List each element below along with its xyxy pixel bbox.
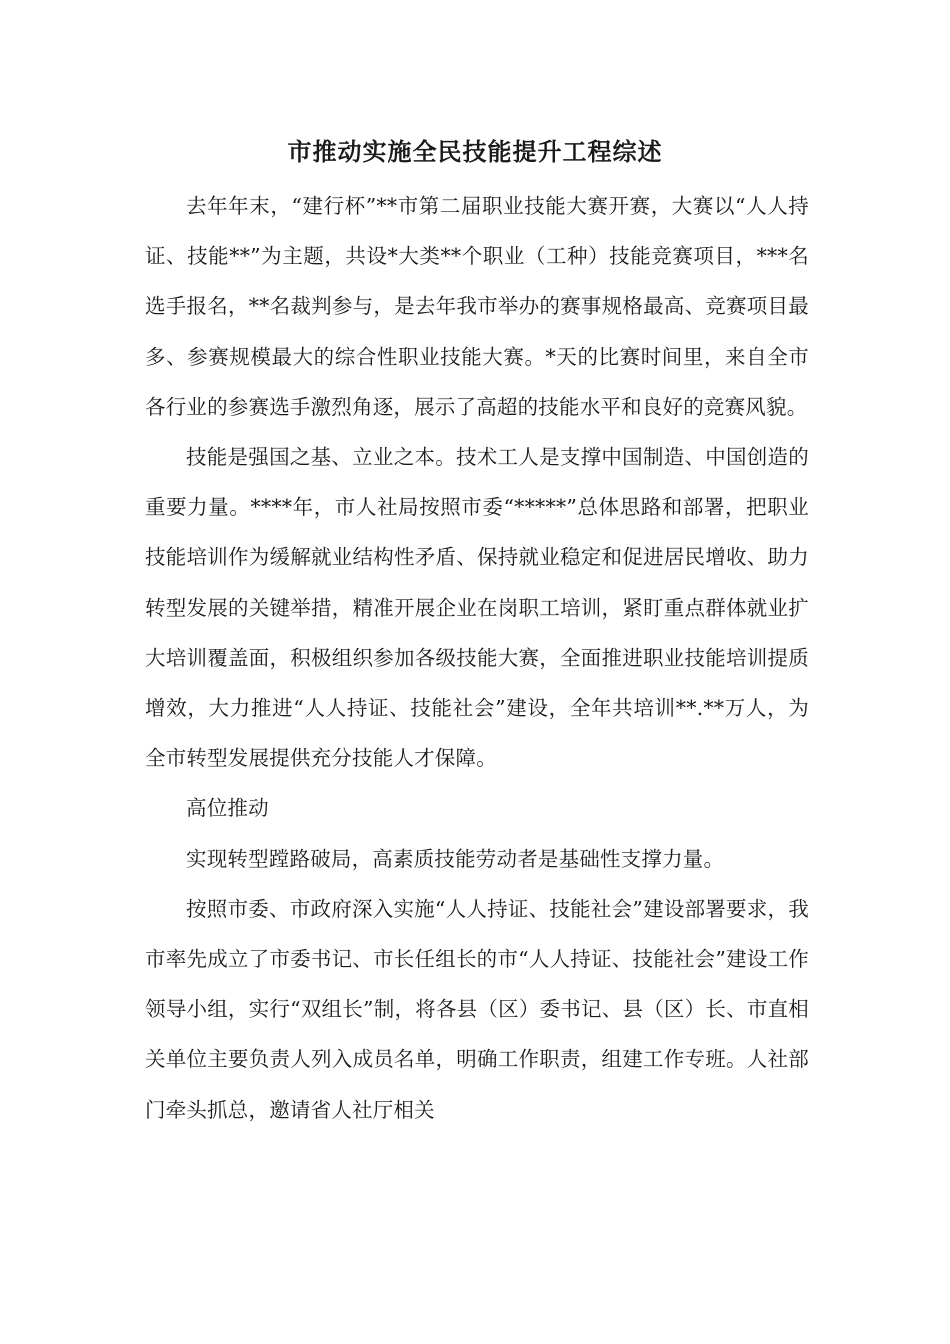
section-heading: 高位推动 [186, 796, 269, 821]
document-body [145, 181, 809, 1135]
paragraph-section-body: 按照市委、市政府深入实施“人人持证、技能社会”建设部署要求，我市率先成立了市委书记、市长任组长的市“人人持证、技能社会”建设工作领导小组，实行“双组长”制，将各县（区）委书记、县（区）长、市直相关单位主要负责人列入成员名单，明确工作职责，组建工作专班。人社部门牵头抓总，邀请省人社厅相关 [145, 896, 809, 1122]
document-title: 市推动实施全民技能提升工程综述 [287, 137, 663, 166]
paragraph-intro: 去年年末，“建行杯”**市第二届职业技能大赛开赛，大赛以“人人持证、技能**”为主题，共设*大类**个职业（工种）技能竞赛项目，***名选手报名，**名裁判参与，是去年我市举办的赛事规格最高、竞赛项目最多、参赛规模最大的综合性职业技能大赛。*天的比赛时间里，来自全市各行业的参赛选手激烈角逐，展示了高超的技能水平和良好的竞赛风貌。 [145, 194, 809, 419]
paragraph-section-lead: 实现转型蹚路破局，高素质技能劳动者是基础性支撑力量。 [186, 846, 725, 871]
paragraph-overview: 技能是强国之基、立业之本。技术工人是支撑中国制造、中国创造的重要力量。****年，市人社局按照市委“*****”总体思路和部署，把职业技能培训作为缓解就业结构性矛盾、保持就业稳定和促进居民增收、助力转型发展的关键举措，精准开展企业在岗职工培训，紧盯重点群体就业扩大培训覆盖面，积极组织参加各级技能大赛，全面推进职业技能培训提质增效，大力推进“人人持证、技能社会”建设，全年共培训**.**万人，为全市转型发展提供充分技能人才保障。 [145, 445, 809, 771]
